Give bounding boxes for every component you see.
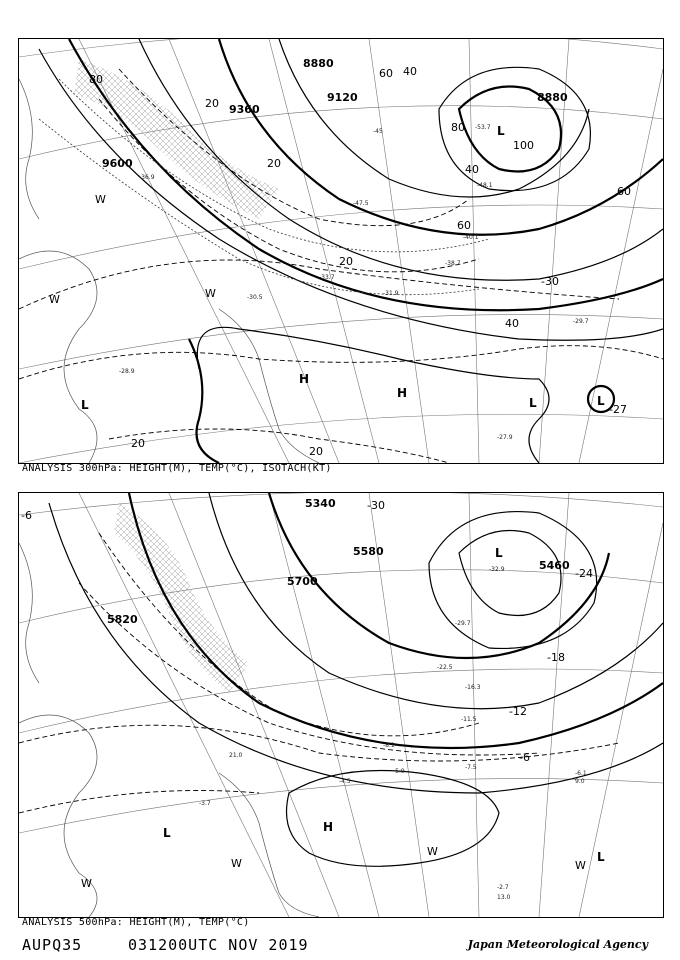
temp-label: -30 xyxy=(541,275,559,288)
chart-caption-300hpa: ANALYSIS 300hPa: HEIGHT(M), TEMP(°C), ISOTACH(KT) xyxy=(22,463,332,474)
analysis-500hpa-map xyxy=(18,492,664,918)
station-obs: -38.7 xyxy=(445,260,461,267)
station-obs: 21.0 xyxy=(229,752,243,759)
isotach-label: 20 xyxy=(205,97,219,110)
station-obs: -29.7 xyxy=(573,318,589,325)
height-label: 5580 xyxy=(353,545,384,558)
chart-footer xyxy=(22,934,662,958)
low-pressure-symbol: L xyxy=(597,850,605,864)
isotach-label: 80 xyxy=(451,121,465,134)
height-label: 5340 xyxy=(305,497,336,510)
temp-label: -18 xyxy=(547,651,565,664)
station-obs: -33.7 xyxy=(319,274,335,281)
station-obs: -8.1 xyxy=(383,742,395,749)
low-pressure-symbol: L xyxy=(529,396,537,410)
station-obs: -53.7 xyxy=(475,124,491,131)
warm-symbol: W xyxy=(81,877,92,890)
station-obs: -7.5 xyxy=(465,764,477,771)
station-obs: 9.0 xyxy=(575,778,585,785)
temp-label: -6 xyxy=(21,509,32,522)
high-pressure-symbol: H xyxy=(323,820,334,834)
station-obs: -31.9 xyxy=(383,290,399,297)
map-300hpa-svg xyxy=(19,39,663,463)
height-label: 9120 xyxy=(327,91,358,104)
analysis-300hpa-map xyxy=(18,38,664,464)
height-label: 5820 xyxy=(107,613,138,626)
station-obs: 13.0 xyxy=(497,894,511,901)
height-label: 9360 xyxy=(229,103,260,116)
station-obs: -28.9 xyxy=(119,368,135,375)
high-pressure-symbol: H xyxy=(299,372,310,386)
isotach-label: 40 xyxy=(403,65,417,78)
low-pressure-symbol: L xyxy=(497,124,505,138)
high-pressure-symbol: H xyxy=(397,386,408,400)
station-obs: -27.9 xyxy=(497,434,513,441)
height-label: 8880 xyxy=(537,91,568,104)
isotach-label: 60 xyxy=(457,219,471,232)
station-obs: -48.1 xyxy=(477,182,493,189)
isotach-label: 100 xyxy=(513,139,534,152)
station-obs: -29.7 xyxy=(455,620,471,627)
isotach-label: 40 xyxy=(505,317,519,330)
warm-symbol: W xyxy=(49,293,60,306)
low-pressure-symbol: L xyxy=(495,546,503,560)
station-obs: -16.3 xyxy=(465,684,481,691)
analysis-datetime: 031200UTC NOV 2019 xyxy=(128,936,309,954)
warm-symbol: W xyxy=(427,845,438,858)
station-obs: -40.1 xyxy=(463,234,479,241)
station-obs: -6.1 xyxy=(575,770,587,777)
isotach-label: 60 xyxy=(379,67,393,80)
station-obs: -4.5 xyxy=(339,778,351,785)
station-obs: -47.5 xyxy=(353,200,369,207)
chart-caption-500hpa: ANALYSIS 500hPa: HEIGHT(M), TEMP(°C) xyxy=(22,917,250,928)
low-pressure-symbol: L xyxy=(81,398,89,412)
isotach-label: 40 xyxy=(465,163,479,176)
station-obs: -11.5 xyxy=(461,716,477,723)
isotach-label: 20 xyxy=(267,157,281,170)
height-label: 8880 xyxy=(303,57,334,70)
agency-name: Japan Meteorological Agency xyxy=(467,938,648,951)
temp-label: -24 xyxy=(575,567,593,580)
height-label: 5460 xyxy=(539,559,570,572)
station-obs: -3.7 xyxy=(199,800,211,807)
low-pressure-symbol: L xyxy=(163,826,171,840)
low-pressure-symbol: L xyxy=(597,394,605,408)
warm-symbol: W xyxy=(95,193,106,206)
isotach-label: 80 xyxy=(89,73,103,86)
height-label: 9600 xyxy=(102,157,133,170)
station-obs: -32.9 xyxy=(489,566,505,573)
temp-label: -6 xyxy=(519,751,530,764)
station-obs: -30.5 xyxy=(247,294,263,301)
map-500hpa-svg xyxy=(19,493,663,917)
station-obs: -36.9 xyxy=(139,174,155,181)
temp-label: -12 xyxy=(509,705,527,718)
height-label: 5700 xyxy=(287,575,318,588)
station-obs: -45 xyxy=(373,128,383,135)
warm-symbol: W xyxy=(575,859,586,872)
temp-label: -30 xyxy=(367,499,385,512)
station-obs: -22.5 xyxy=(437,664,453,671)
warm-symbol: W xyxy=(231,857,242,870)
isotach-label: 20 xyxy=(339,255,353,268)
station-observations xyxy=(199,566,587,901)
temp-label: -27 xyxy=(609,403,627,416)
isotach-label: 20 xyxy=(131,437,145,450)
warm-symbol: W xyxy=(205,287,216,300)
product-code: AUPQ35 xyxy=(22,936,83,954)
isotach-label: 20 xyxy=(309,445,323,458)
isotach-label: 60 xyxy=(617,185,631,198)
station-obs: -5.9 xyxy=(393,768,405,775)
station-obs: -2.7 xyxy=(497,884,509,891)
